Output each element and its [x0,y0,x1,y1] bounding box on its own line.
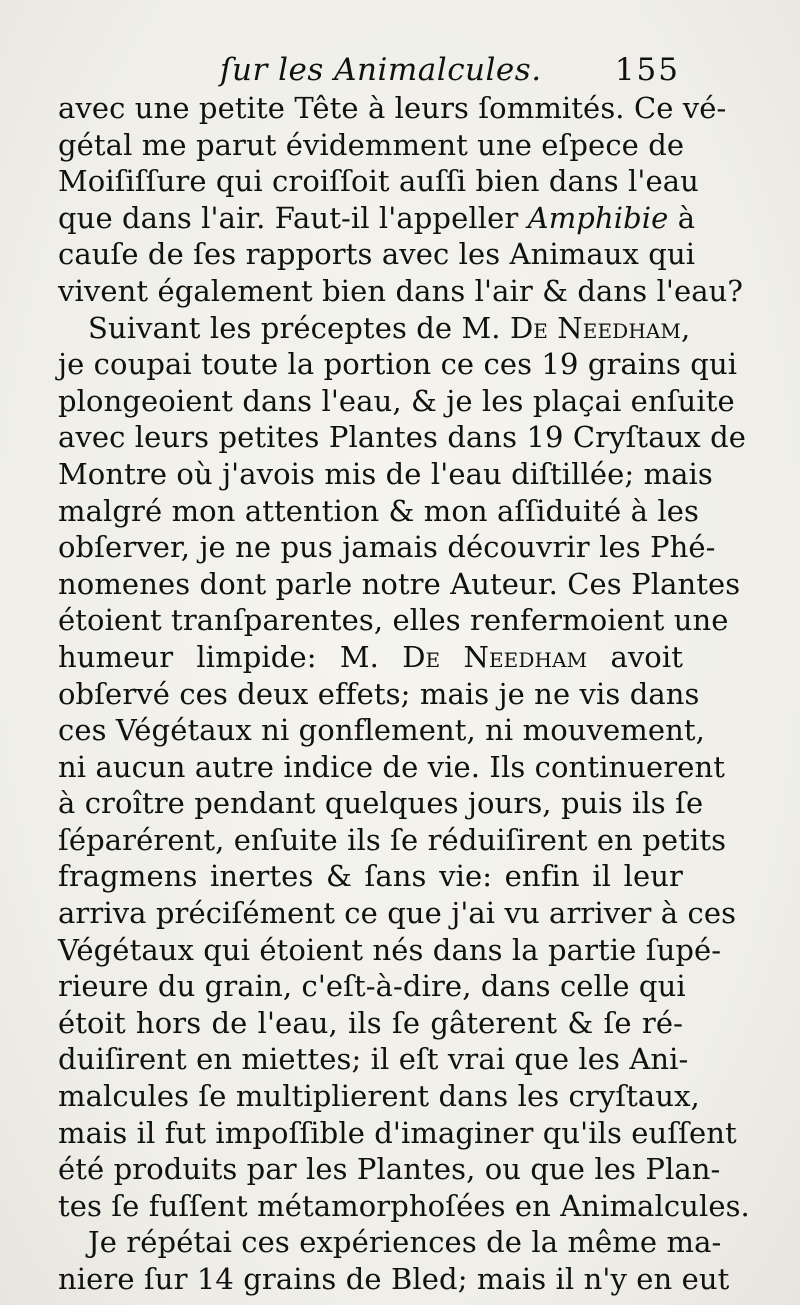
author-name: De Needham [402,639,588,674]
text-line: ces Végétaux ni gonflement, ni mouvement, [58,713,705,748]
text-line: obſervé ces deux effets; mais je ne vis dans [58,676,700,711]
text-line: Moiſiſſure qui croiſſoit auſſi bien dans l'eau [58,164,699,199]
text-line: ſéparérent, enſuite ils ſe réduiſirent en petits [58,822,727,857]
text-line: malcules ſe multiplierent dans les cryſtaux, [58,1079,700,1114]
text-segment: avoit [610,639,683,674]
text-line: rieure du grain, c'eſt-à-dire, dans celle qui [58,969,686,1004]
text-segment: , [680,310,691,345]
text-line: gétal me parut évidemment une eſpece de [58,127,685,162]
text-line: arriva préciſément ce que j'ai vu arriver à ces [58,896,737,931]
text-line: duiſirent en miettes; il eſt vrai que les Ani- [58,1042,689,1077]
text-line: Je répétai ces expériences de la même ma- [88,1225,722,1260]
text-line: obſerver, je ne pus jamais découvrir les Phé- [58,530,716,565]
text-line: nomenes dont parle notre Auteur. Ces Plantes [58,566,741,601]
text-line: mais il fut impoſſible d'imaginer qu'ils euſſent [58,1115,737,1150]
text-line: plongeoient dans l'eau, & je les plaçai enſuite [58,383,735,418]
text-line: je coupai toute la portion ce ces 19 grains qui [58,347,738,382]
text-line: étoit hors de l'eau, ils ſe gâterent & ſe ré- [58,1005,683,1040]
text-line: avec leurs petites Plantes dans 19 Cryſtaux de [58,420,747,455]
running-title: ſur les Animalcules. [220,52,542,88]
italic-term: Amphibie [527,200,669,235]
author-name: De Needham [509,310,681,345]
text-line: Montre où j'avois mis de l'eau diſtillée; mais [58,456,713,491]
text-line: à croître pendant quelques jours, puis ils ſe [58,786,704,821]
text-line: tes ſe fuſſent métamorphoſées en Animalcules. [58,1188,750,1223]
text-segment: humeur limpide: M. [58,639,379,674]
text-line: vivent également bien dans l'air & dans l'eau? [58,273,744,308]
text-line [58,639,683,676]
text-segment: à [677,200,696,235]
text-line: malgré mon attention & mon aſſiduité à les [58,493,699,528]
text-line: ni aucun autre indice de vie. Ils continuerent [58,749,726,784]
text-line [58,310,691,347]
text-line: été produits par les Plantes, ou que les Plan- [58,1152,721,1187]
text-line [58,200,696,237]
running-head [60,52,680,92]
text-line: niere ſur 14 grains de Bled; mais il n'y en eut [58,1262,730,1296]
body-text [58,90,750,1298]
text-segment: que dans l'air. Faut-il l'appeller [58,200,519,235]
text-line: Végétaux qui étoient nés dans la partie ſupé- [58,932,722,967]
text-segment: Suivant les préceptes de M. [88,310,501,345]
text-line: fragmens inertes & ſans vie: enfin il leur [58,859,683,894]
text-line: étoient tranſparentes, elles renfermoient une [58,603,729,638]
page-number: 155 [614,52,680,88]
text-line: cauſe de ſes rapports avec les Animaux qui [58,237,696,272]
text-line: avec une petite Tête à leurs ſommités. Ce vé- [58,91,727,125]
